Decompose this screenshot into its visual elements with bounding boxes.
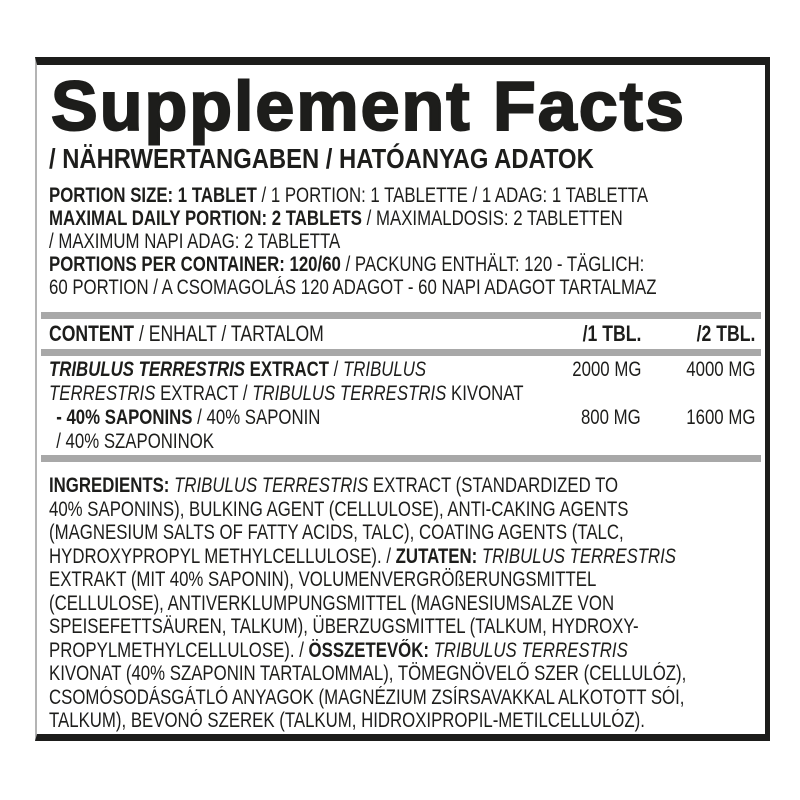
divider-bar xyxy=(41,312,761,319)
panel-subtitle: / NÄHRWERTANGABEN / HATÓANYAG ADATOK xyxy=(49,143,594,174)
supplement-facts-panel xyxy=(35,57,770,741)
portion-info-block xyxy=(49,184,755,299)
ingredients-line: PROPYLMETHYLCELLULOSE). / ÖSSZETEVŐK: TRIBULUS TERRESTRIS xyxy=(49,638,628,662)
per-1-tablet-column-header: /1 TBL. xyxy=(582,321,641,346)
nutrient-name-line: - 40% SAPONINS / 40% SAPONIN xyxy=(56,406,321,429)
ingredients-line: (MAGNESIUM SALTS OF FATTY ACIDS, TALC), COATING AGENTS (TALC, xyxy=(49,521,624,544)
nutrient-name-line: / 40% SZAPONINOK xyxy=(56,430,214,453)
table-header-row xyxy=(49,319,755,349)
amount-per-1-tablet: 800 MG xyxy=(581,406,641,429)
amount-per-2-tablets: 4000 MG xyxy=(685,358,755,381)
amount-per-1-tablet: 2000 MG xyxy=(571,358,641,381)
ingredients-line: 40% SAPONINS), BULKING AGENT (CELLULOSE), ANTI-CAKING AGENTS xyxy=(49,497,629,521)
table-row-saponins xyxy=(49,406,755,454)
max-daily-portion-line-hu: / MAXIMUM NAPI ADAG: 2 TABLETTA xyxy=(49,230,341,253)
ingredients-line: EXTRAKT (MIT 40% SAPONIN), VOLUMENVERGRÖßERUNGSMITTEL xyxy=(49,568,597,591)
ingredients-line: SPEISEFETTSÄUREN, TALKUM), ÜBERZUGSMITTEL (TALKUM, HYDROXY- xyxy=(49,615,639,638)
per-2-tablets-column-header: /2 TBL. xyxy=(696,321,755,346)
panel-title: Supplement Facts xyxy=(51,67,686,145)
ingredients-section xyxy=(49,474,755,733)
table-row-tribulus-extract xyxy=(49,358,755,406)
divider-bar xyxy=(41,455,761,462)
nutrient-name-line: TERRESTRIS EXTRACT / TRIBULUS TERRESTRIS KIVONAT xyxy=(49,382,524,405)
ingredients-line: INGREDIENTS: TRIBULUS TERRESTRIS EXTRACT (STANDARDIZED TO xyxy=(49,474,619,497)
portions-per-container-line-2: 60 PORTION / A CSOMAGOLÁS 120 ADAGOT - 60 NAPI ADAGOT TARTALMAZ xyxy=(49,276,657,299)
ingredients-line: (CELLULOSE), ANTIVERKLUMPUNGSMITTEL (MAGNESIUMSALZE VON xyxy=(49,591,615,615)
divider-bar xyxy=(41,349,761,356)
portions-per-container-line: PORTIONS PER CONTAINER: 120/60 / PACKUNG ENTHÄLT: 120 - TÄGLICH: xyxy=(49,253,645,276)
nutrient-name-line: TRIBULUS TERRESTRIS EXTRACT / TRIBULUS xyxy=(49,358,427,381)
ingredients-line: TALKUM), BEVONÓ SZEREK (TALKUM, HIDROXIPROPIL-METILCELLULÓZ). xyxy=(49,709,645,732)
content-column-label: CONTENT / ENHALT / TARTALOM xyxy=(49,321,324,346)
nutrient-table-body xyxy=(49,356,755,454)
portion-size-line: PORTION SIZE: 1 TABLET / 1 PORTION: 1 TABLETTE / 1 ADAG: 1 TABLETTA xyxy=(49,184,649,207)
max-daily-portion-line: MAXIMAL DAILY PORTION: 2 TABLETS / MAXIMALDOSIS: 2 TABLETTEN xyxy=(49,207,623,230)
amount-per-2-tablets: 1600 MG xyxy=(685,406,755,429)
ingredients-line: CSOMÓSODÁSGÁTLÓ ANYAGOK (MAGNÉZIUM ZSÍRSAVAKKAL ALKOTOTT SÓI, xyxy=(49,685,685,709)
ingredients-line: KIVONAT (40% SZAPONIN TARTALOMMAL), TÖMEGNÖVELŐ SZER (CELLULÓZ), xyxy=(49,662,687,685)
ingredients-line: HYDROXYPROPYL METHYLCELLULOSE). / ZUTATEN: TRIBULUS TERRESTRIS xyxy=(49,544,676,568)
